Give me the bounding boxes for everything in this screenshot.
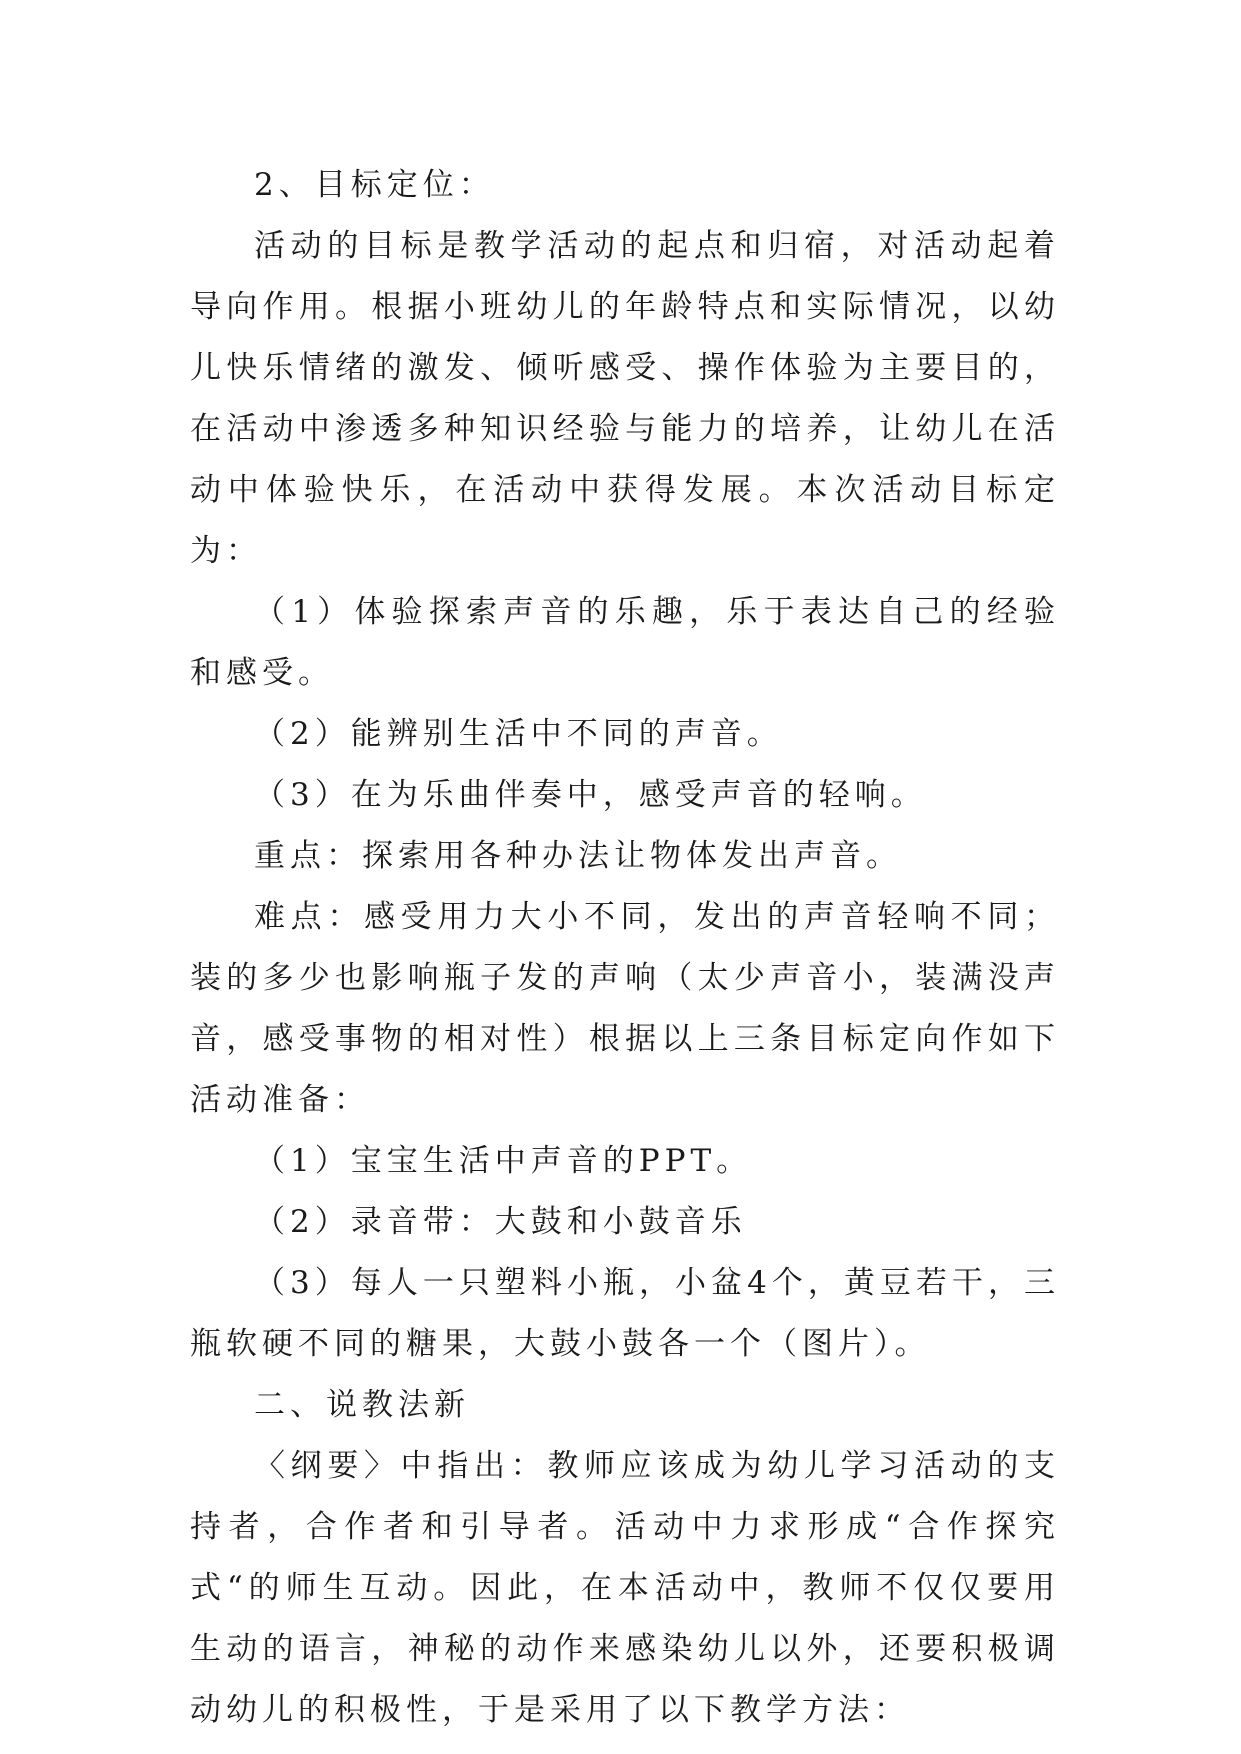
difficult-point: 难点：感受用力大小不同，发出的声音轻响不同；装的多少也影响瓶子发的声响（太少声音小，装满没声音，感受事物的相对性）根据以上三条目标定向作如下活动准备： bbox=[190, 899, 1060, 1118]
document-body bbox=[190, 155, 1060, 1741]
heading-teaching-methods: 二、说教法新 bbox=[254, 1387, 470, 1423]
goal-item-2: （2）能辨别生活中不同的声音。 bbox=[254, 716, 783, 752]
paragraph-goal-description: 活动的目标是教学活动的起点和归宿，对活动起着导向作用。根据小班幼儿的年龄特点和实际情况，以幼儿快乐情绪的激发、倾听感受、操作体验为主要目的，在活动中渗透多种知识经验与能力的培养，让幼儿在活动中体验快乐，在活动中获得发展。本次活动目标定为： bbox=[190, 228, 1060, 569]
preparation-item-1: （1）宝宝生活中声音的PPT。 bbox=[254, 1143, 753, 1179]
heading-goal-positioning: 2、目标定位： bbox=[254, 167, 495, 203]
goal-item-3: （3）在为乐曲伴奏中，感受声音的轻响。 bbox=[254, 777, 927, 813]
paragraph-teaching-methods: 〈纲要〉中指出：教师应该成为幼儿学习活动的支持者，合作者和引导者。活动中力求形成“合作探究式“的师生互动。因此，在本活动中，教师不仅仅要用生动的语言，神秘的动作来感染幼儿以外，还要积极调动幼儿的积极性，于是采用了以下教学方法： bbox=[190, 1448, 1060, 1728]
key-point: 重点：探索用各种办法让物体发出声音。 bbox=[254, 838, 902, 874]
preparation-item-2: （2）录音带：大鼓和小鼓音乐 bbox=[254, 1204, 747, 1240]
preparation-item-3: （3）每人一只塑料小瓶，小盆4个，黄豆若干，三瓶软硬不同的糖果，大鼓小鼓各一个（图片）。 bbox=[190, 1265, 1060, 1362]
goal-item-1: （1）体验探索声音的乐趣，乐于表达自己的经验和感受。 bbox=[190, 594, 1060, 691]
